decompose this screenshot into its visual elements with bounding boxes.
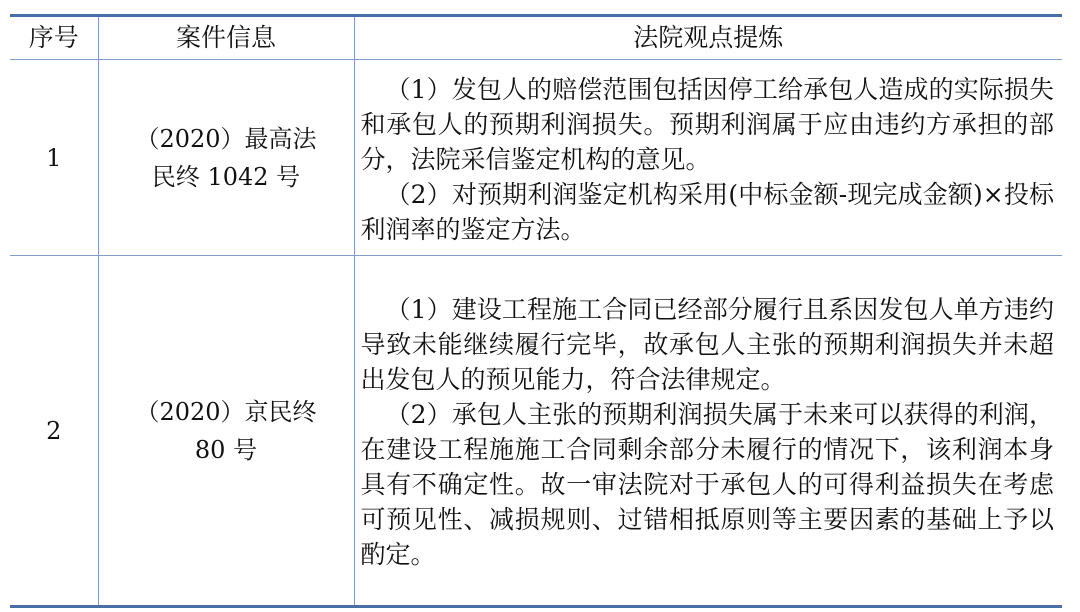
court-opinions-table	[10, 14, 1062, 608]
row-court-opinion	[354, 256, 1062, 607]
row-serial-number: 2	[10, 256, 98, 607]
opinion-point: （2）承包人主张的预期利润损失属于未来可以获得的利润，在建设工程施施工合同剩余部分未履行的情况下，该利润本身具有不确定性。故一审法院对于承包人的可得利益损失在考虑可预见性、减损规则、过错相抵原则等主要因素的基础上予以酌定。	[360, 400, 1054, 569]
table-row	[10, 60, 1062, 256]
case-number-text: （2020）最高法民终 1042 号	[135, 124, 317, 191]
header-serial-number: 序号	[10, 16, 98, 60]
header-case-info: 案件信息	[98, 16, 354, 60]
table-row	[10, 256, 1062, 607]
opinion-point: （1）建设工程施工合同已经部分履行且系因发包人单方违约导致未能继续履行完毕，故承包人主张的预期利润损失并未超出发包人的预见能力，符合法律规定。	[360, 295, 1054, 394]
row-case-info	[98, 60, 354, 256]
opinion-point: （1）发包人的赔偿范围包括因停工给承包人造成的实际损失和承包人的预期利润损失。预期利润属于应由违约方承担的部分，法院采信鉴定机构的意见。	[360, 74, 1054, 174]
table-header-row	[10, 16, 1062, 60]
row-serial-number: 1	[10, 60, 98, 256]
case-number-text: （2020）京民终 80 号	[135, 397, 317, 464]
opinion-point: （2）对预期利润鉴定机构采用(中标金额-现完成金额)×投标利润率的鉴定方法。	[360, 179, 1054, 244]
row-case-info	[98, 256, 354, 607]
row-court-opinion	[354, 60, 1062, 256]
table-container	[10, 14, 1062, 604]
header-court-opinion: 法院观点提炼	[354, 16, 1062, 60]
